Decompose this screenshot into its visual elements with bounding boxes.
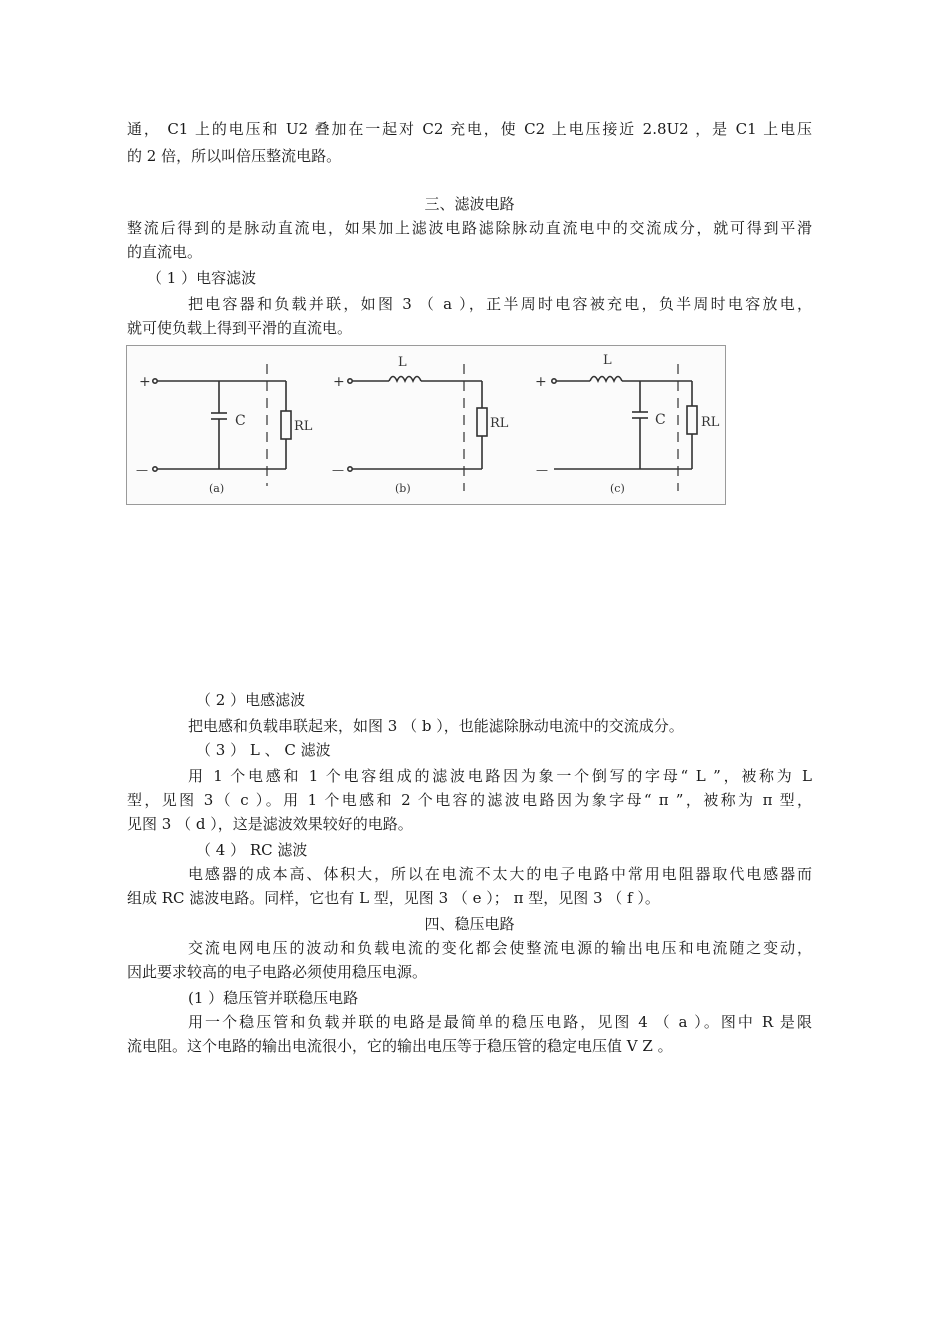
caption-c: (c) [610,482,625,495]
para-line: 因此要求较高的电子电路必须使用稳压电源。 [127,963,428,981]
circuit-diagram [127,346,727,506]
para-line: 的直流电。 [127,243,203,261]
para-line: 的 2 倍，所以叫倍压整流电路。 [127,147,342,165]
inductor-label: L [398,355,407,370]
capacitor-label: C [235,413,246,429]
capacitor-label: C [655,412,666,428]
para-line: 用 1 个电感和 1 个电容组成的滤波电路因为象一个倒写的字母“ L ”，被称为 L [188,767,812,785]
plus-terminal-label: + [333,374,345,390]
para-line: 把电容器和负载并联，如图 3 （ a ），正半周时电容被充电，负半周时电容放电， [188,295,812,313]
caption-b: (b) [395,482,411,495]
subheading-lc-filter: （ 3 ） L 、 C 滤波 [196,741,331,759]
subheading-rc-filter: （ 4 ） RC 滤波 [196,841,308,859]
para-line: 型，见图 3（ c ）。用 1 个电感和 2 个电容的滤波电路因为象字母“ π ”，被称为 π 型， [127,791,812,809]
para-line: 流电阻。这个电路的输出电流很小，它的输出电压等于稳压管的稳定电压值 V Z 。 [127,1037,673,1055]
load-label: RL [294,419,313,434]
para-line: 电感器的成本高、体积大，所以在电流不太大的电子电路中常用电阻器取代电感器而 [188,865,812,883]
inductor-label: L [603,353,612,368]
minus-terminal-label: — [536,463,548,477]
para-line: 整流后得到的是脉动直流电，如果加上滤波电路滤除脉动直流电中的交流成分，就可得到平滑 [127,219,812,237]
section-heading-filter: 三、滤波电路 [424,195,515,213]
subheading-capacitor-filter: （ 1 ）电容滤波 [147,269,257,287]
section-heading-regulator: 四、稳压电路 [424,915,515,933]
para-line: 见图 3 （ d ），这是滤波效果较好的电路。 [127,815,413,833]
para-line: 把电感和负载串联起来，如图 3 （ b ），也能滤除脉动电流中的交流成分。 [188,717,684,735]
filter-circuit-figure [126,345,726,505]
para-line: 组成 RC 滤波电路。同样，它也有 L 型，见图 3 （ e ）； π 型，见图 3 （ f ）。 [127,889,660,907]
para-line: 就可使负载上得到平滑的直流电。 [127,319,353,337]
para-line: 通， C1 上的电压和 U2 叠加在一起对 C2 充电，使 C2 上电压接近 2.8U2 ，是 C1 上电压 [127,120,812,138]
caption-a: (a) [209,482,225,495]
subheading-inductor-filter: （ 2 ）电感滤波 [196,691,306,709]
para-line: 交流电网电压的波动和负载电流的变化都会使整流电源的输出电压和电流随之变动， [188,939,812,957]
load-label: RL [490,416,509,431]
plus-terminal-label: + [139,374,151,390]
para-line: 用一个稳压管和负载并联的电路是最简单的稳压电路，见图 4 （ a ）。图中 R 是限 [188,1013,812,1031]
plus-terminal-label: + [535,374,547,390]
minus-terminal-label: — [136,463,148,477]
minus-terminal-label: — [332,463,344,477]
subheading-zener-regulator: (1 ）稳压管并联稳压电路 [188,989,359,1007]
load-label: RL [701,415,720,430]
